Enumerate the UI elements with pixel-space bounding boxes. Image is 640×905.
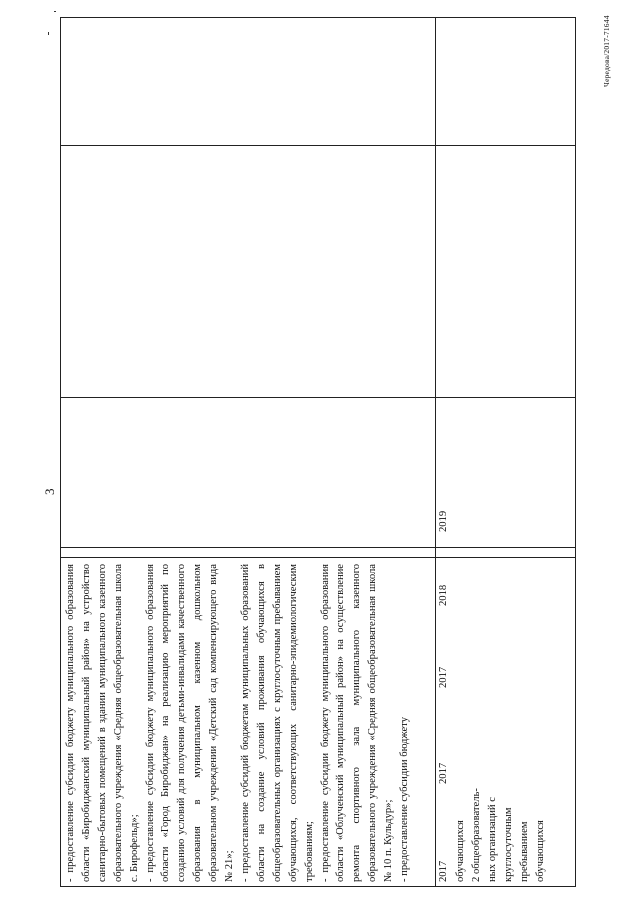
- document-code: Чередова/2017-71644: [602, 15, 611, 87]
- indicator-column: [453, 558, 548, 882]
- indicator-line: круглосуточным: [502, 807, 514, 882]
- measure-item: - предоставление субсидии бюджету: [399, 716, 411, 882]
- indicator-line: 2 общеобразователь-: [470, 788, 482, 882]
- measures-column: [63, 564, 413, 882]
- measure-item: - предоставление субсидии бюджету муниципального образования области «Биробиджанский муниципальный район» на устройство санитарно-бытовых помещений в здании муниципального казенного образовательного учреждения «Средняя общеобразовательная школа с. Бирофельд»;: [65, 564, 140, 882]
- measure-item: - предоставление субсидий бюджетам муниципальных образований области на создание условий проживания обучающихся в общеобразовательных организациях с круглосуточным пребыванием обучающихся, соответствующих санитарно-эпидемиологическим требованиям;: [239, 564, 315, 882]
- scan-mark: [48, 32, 49, 35]
- indicator-line: пребыванием: [518, 821, 530, 882]
- row-divider: [435, 18, 436, 886]
- column-divider: [61, 397, 575, 398]
- year-cell: 2018: [438, 584, 449, 606]
- scan-mark: [54, 11, 56, 12]
- column-divider: [61, 145, 575, 146]
- year-cell: 2017: [438, 860, 449, 882]
- indicator-line: ных организаций с: [486, 797, 498, 882]
- measure-item: - предоставление субсидии бюджету муниципального образования области «Облученский муниципальный район» на осуществление ремонта спортивного зала муниципального казенного образовательного учреждения «Средняя общеобразовательная школа № 10 п. Кульдур»;: [319, 564, 395, 882]
- column-divider: [61, 547, 575, 548]
- measure-item: - предоставление субсидии бюджету муниципального образования области «Город Биробиджан» на реализацию мероприятий по созданию условий для получения детьми-инвалидами качественного образования в муниципальном казенном дошкольном образовательном учреждении «Детский сад компенсирующего вида № 21»;: [144, 564, 236, 882]
- year-cell: 2019: [438, 510, 449, 532]
- indicator-line: обучающихся: [534, 820, 546, 882]
- indicator-line: обучающихся: [455, 820, 466, 882]
- rotated-page: [40, 0, 640, 905]
- program-table: [60, 17, 576, 887]
- year-cell: 2017: [438, 666, 449, 688]
- page-number: 3: [42, 488, 57, 495]
- year-cell: 2017: [438, 762, 449, 784]
